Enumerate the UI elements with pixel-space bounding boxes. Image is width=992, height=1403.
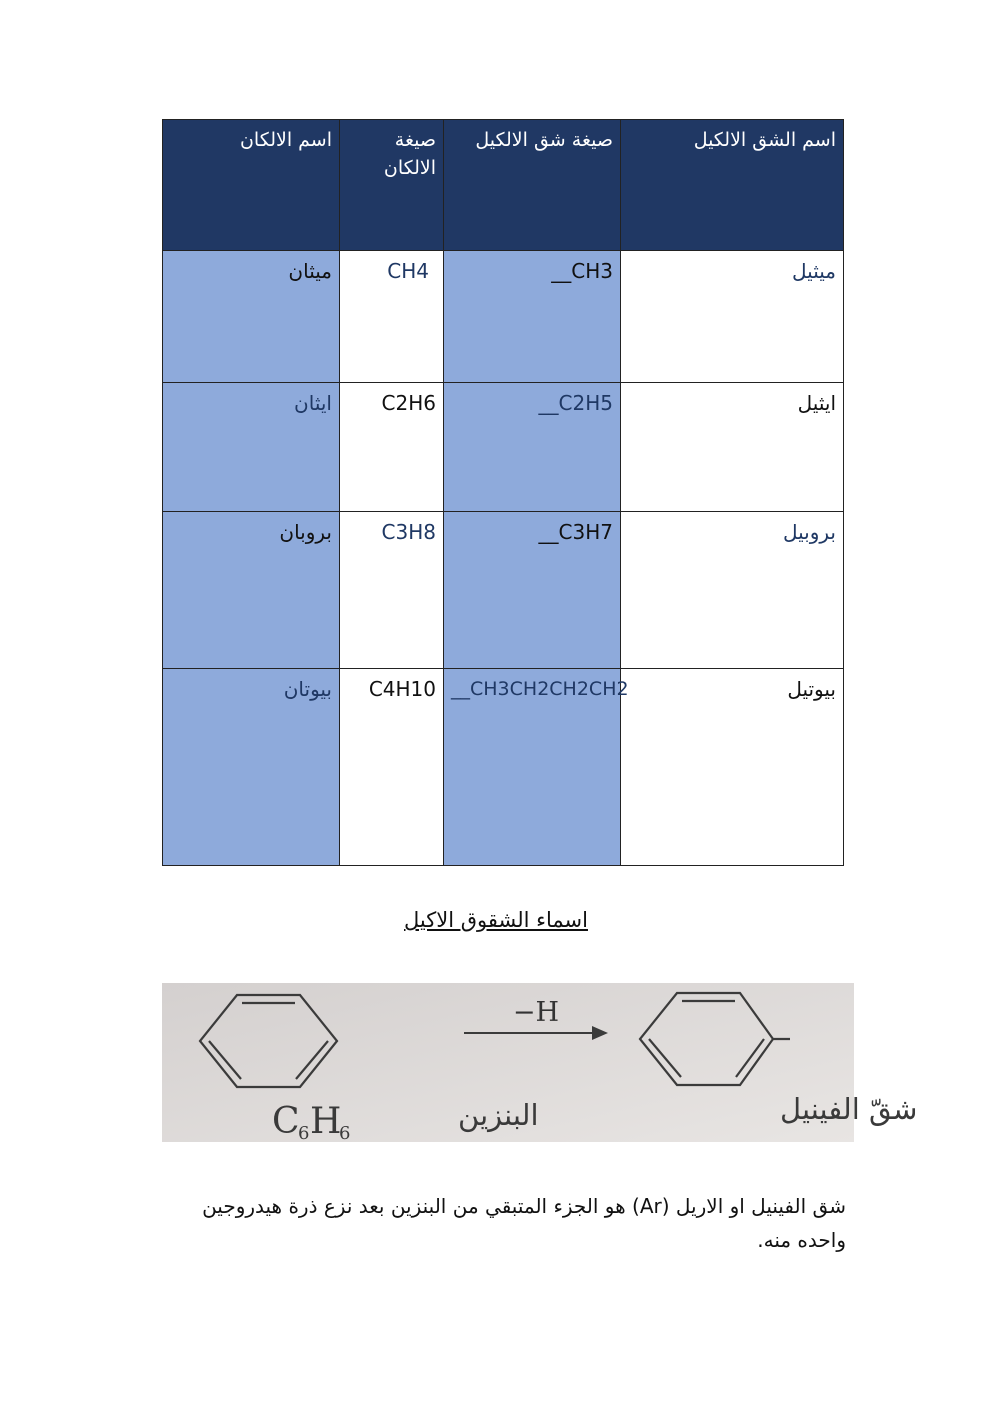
alkyl-formula-cell: __C2H5 [444,383,621,512]
alkane-formula-cell: C4H10 [340,669,444,866]
alkane-name-cell: بيوتان [163,669,340,866]
section-title: اسماء الشقوق الاكيل [404,908,588,932]
reagent-label: −H [512,997,560,1028]
formula-subscript: 6 [298,1123,310,1144]
alkyl-formula-cell: __CH3 [444,251,621,383]
alkane-formula-cell: C2H6 [340,383,444,512]
header-alkyl-formula: صيغة شق الالكيل [444,120,621,251]
formula-subscript: 6 [339,1123,351,1144]
table-row [163,512,844,669]
benzene-name: البنزين [458,1098,539,1132]
alkyl-formula-cell: __CH3CH2CH2CH2 [444,669,621,866]
alkyl-table [162,119,844,866]
phenyl-name: شقّ الفينيل [780,1092,918,1126]
alkane-name-cell: بروبان [163,512,340,669]
header-alkyl-name: اسم الشق الالكيل [621,120,844,251]
alkyl-name-cell: بروبيل [621,512,844,669]
header-alkane-name: اسم الالكان [163,120,340,251]
alkane-name-cell: ايثان [163,383,340,512]
table-header-row [163,120,844,251]
formula-letter-h: H [310,1101,342,1142]
alkyl-name-cell: ايثيل [621,383,844,512]
table-row [163,383,844,512]
alkyl-formula-cell: __C3H7 [444,512,621,669]
alkane-name-cell: ميثان [163,251,340,383]
table-row [163,669,844,866]
alkyl-name-cell: ميثيل [621,251,844,383]
benzene-formula [272,1101,350,1144]
alkane-formula-cell: C3H8 [340,512,444,669]
alkyl-name-cell: بيوتيل [621,669,844,866]
header-alkane-formula: صيغة الالكان [340,120,444,251]
table-row [163,251,844,383]
alkane-formula-cell: CH4 [340,251,444,383]
benzene-to-phenyl-figure [162,983,918,1144]
description-paragraph: شق الفينيل او الاريل (Ar) هو الجزء المتبقي من البنزين بعد نزع ذرة هيدروجين واحده منه. [202,1194,846,1252]
formula-letter-c: C [272,1101,300,1142]
